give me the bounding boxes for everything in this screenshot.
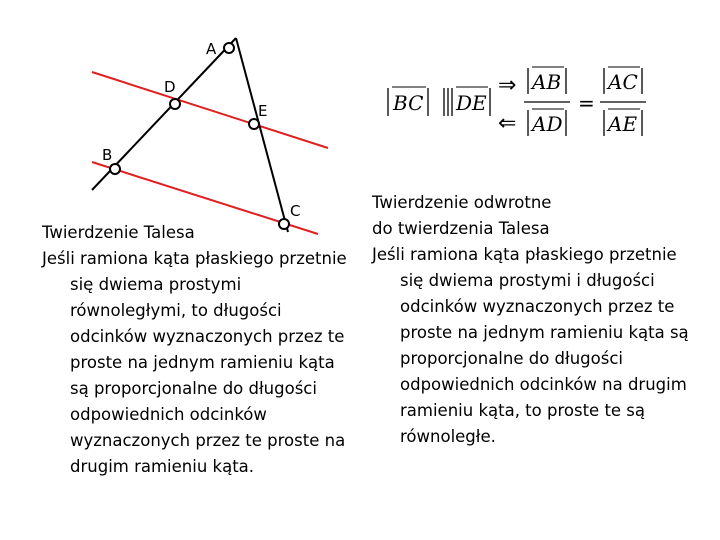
point-d	[170, 99, 180, 109]
ray-ac	[236, 38, 288, 232]
segment-bc: BC	[393, 91, 424, 115]
point-b	[110, 164, 120, 174]
segment-ab: AB	[532, 70, 562, 94]
label-a: A	[206, 40, 217, 58]
label-c: C	[290, 202, 301, 220]
label-d: D	[164, 78, 176, 96]
segment-ae: AE	[608, 112, 638, 136]
converse-theorem-text	[372, 190, 692, 450]
label-b: B	[102, 146, 113, 164]
label-e: E	[258, 102, 268, 120]
converse-theorem-body: Jeśli ramiona kąta płaskiego przetnie się dwiema prostymi i długości odcinków wyznaczonych przez te proste na jednym ramieniu kąta są proporcjonalne do długości odpowiednich odcinków na drugim ramieniu kąta, to proste te są równoległe.	[372, 245, 689, 446]
implies-arrow: ⇒	[498, 73, 517, 98]
converse-title-line2: do twierdzenia Talesa	[372, 219, 550, 238]
implied-by-arrow: ⇐	[498, 111, 517, 136]
thales-theorem-title: Twierdzenie Talesa	[42, 223, 195, 242]
converse-title-line1: Twierdzenie odwrotne	[372, 193, 552, 212]
thales-theorem-body: Jeśli ramiona kąta płaskiego przetnie się dwiema prostymi równoległymi, to długości odcinków wyznaczonych przez te proste na jednym ramieniu kąta są proporcjonalne do długości odpowiednich odcinków wyznaczonych przez te proste na drugim ramieniu kąta.	[42, 249, 347, 476]
segment-de: DE	[456, 91, 487, 115]
point-a	[224, 43, 234, 53]
thales-theorem-text	[42, 220, 352, 480]
point-e	[249, 119, 259, 129]
thales-formula	[384, 64, 654, 152]
parallel-line-upper	[92, 72, 328, 148]
equals-sign: =	[578, 91, 595, 115]
segment-ad: AD	[532, 112, 563, 136]
segment-ac: AC	[608, 70, 638, 94]
